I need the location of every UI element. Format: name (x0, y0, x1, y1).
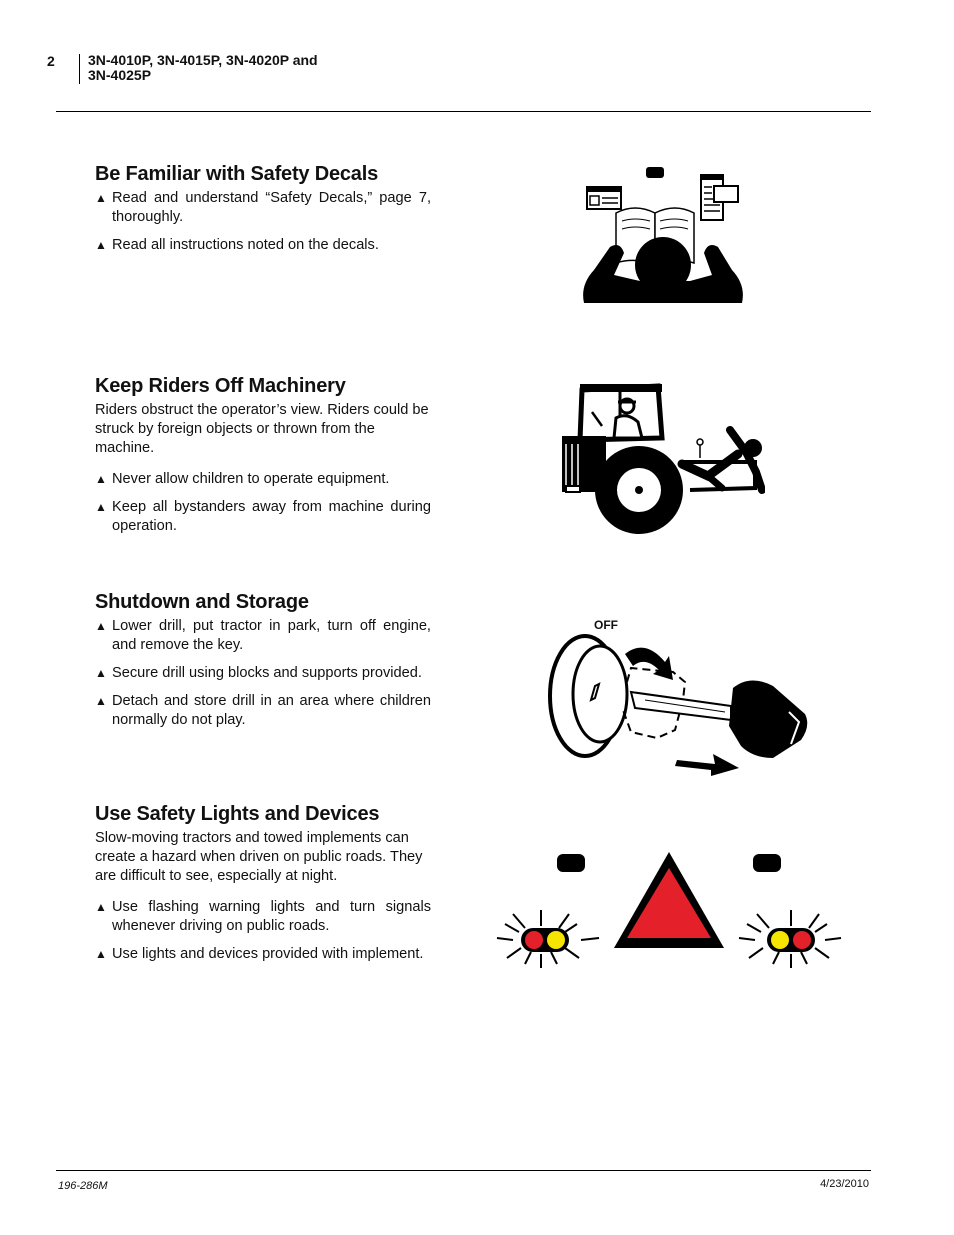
list-item: ▲ Never allow children to operate equipment. (95, 471, 390, 487)
section-shutdown-storage (95, 590, 431, 739)
bullet-list (95, 617, 431, 730)
section-keep-riders-off (95, 374, 431, 545)
list-item: ▲ Keep all bystanders away from machine during operation. (95, 499, 431, 534)
section-heading: Keep Riders Off Machinery (95, 375, 346, 397)
bullet-list (95, 470, 431, 536)
header-rule (56, 111, 871, 112)
list-item: ▲ Read and understand “Safety Decals,” page 7, thoroughly. (95, 190, 431, 225)
section-heading: Use Safety Lights and Devices (95, 803, 380, 825)
section-safety-decals (95, 162, 431, 264)
triangle-bullet-icon: ▲ (95, 666, 107, 680)
bullet-list (95, 898, 431, 964)
flashing-warning-light-left-icon (497, 910, 599, 968)
list-item: ▲ Detach and store drill in an area where children normally do not play. (95, 693, 431, 728)
person-reading-manual-icon (580, 165, 750, 310)
publication-date: 4/23/2010 (820, 1178, 869, 1190)
bullet-list (95, 189, 431, 255)
header-title-line1: 3N-4010P, 3N-4015P, 3N-4020P and (88, 52, 318, 68)
safety-lights-smv-icon (495, 850, 843, 975)
list-item: ▲ Secure drill using blocks and supports provided. (95, 665, 422, 681)
list-item: ▲ Use lights and devices provided with implement. (95, 946, 424, 962)
triangle-bullet-icon: ▲ (95, 500, 107, 514)
header-title-line2: 3N-4025P (88, 67, 152, 83)
triangle-bullet-icon: ▲ (95, 472, 107, 486)
triangle-bullet-icon: ▲ (95, 191, 107, 205)
list-item: ▲ Use flashing warning lights and turn signals whenever driving on public roads. (95, 899, 431, 934)
off-label: OFF (594, 618, 618, 632)
list-item: ▲ Read all instructions noted on the decals. (95, 237, 379, 253)
triangle-bullet-icon: ▲ (95, 947, 107, 961)
section-safety-lights (95, 802, 431, 973)
triangle-bullet-icon: ▲ (95, 694, 107, 708)
section-heading: Shutdown and Storage (95, 591, 309, 613)
section-intro: Slow-moving tractors and towed implements can create a hazard when driven on public roads. They are difficult to see, especially at night. (95, 830, 423, 884)
flashing-warning-light-right-icon (739, 910, 841, 968)
ignition-key-icon (545, 630, 815, 780)
header-divider (79, 54, 80, 84)
list-item: ▲ Lower drill, put tractor in park, turn off engine, and remove the key. (95, 618, 431, 653)
footer-rule (56, 1170, 871, 1171)
triangle-bullet-icon: ▲ (95, 238, 107, 252)
section-heading: Be Familiar with Safety Decals (95, 163, 379, 185)
section-intro: Riders obstruct the operator’s view. Riders could be struck by foreign objects or thrown from the machine. (95, 402, 429, 456)
page-number: 2 (47, 53, 55, 69)
page-header-title (88, 53, 318, 83)
tractor-rider-hazard-icon (560, 382, 765, 537)
document-number: 196-286M (58, 1180, 108, 1192)
triangle-bullet-icon: ▲ (95, 900, 107, 914)
triangle-bullet-icon: ▲ (95, 619, 107, 633)
